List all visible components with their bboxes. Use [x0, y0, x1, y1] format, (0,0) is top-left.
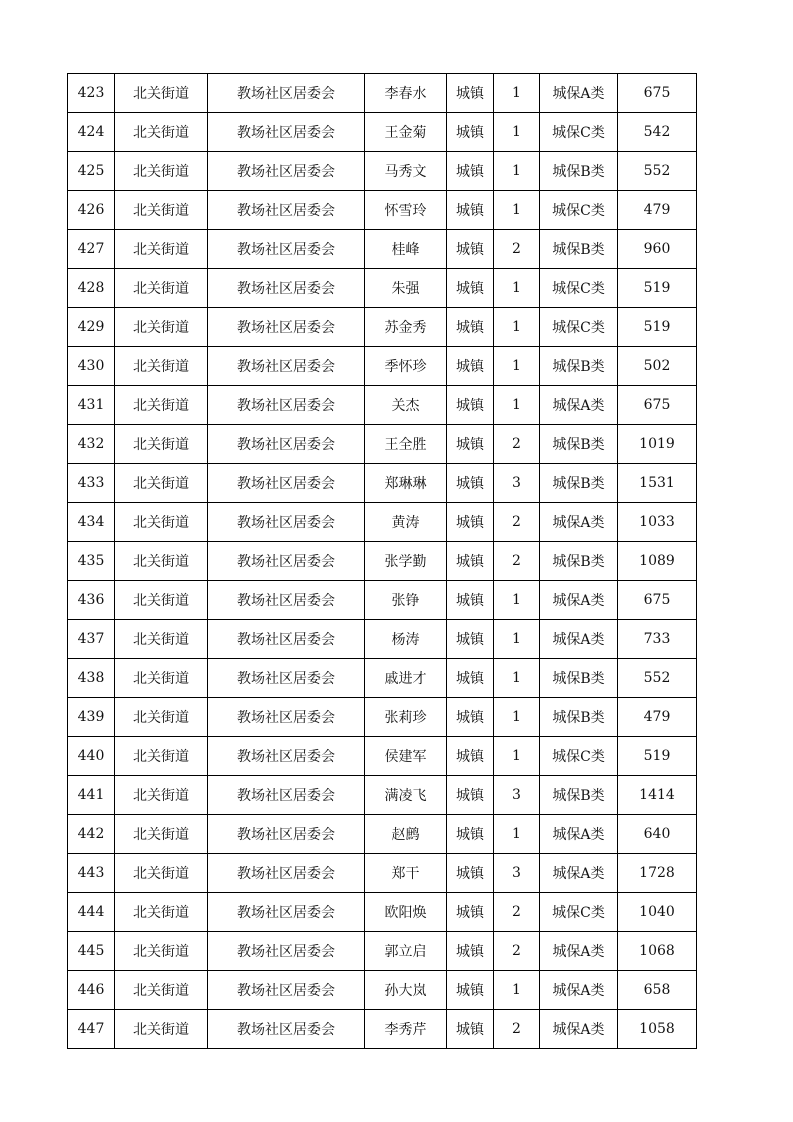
- amount-cell: 542: [618, 113, 697, 152]
- street-cell: 北关街道: [115, 893, 208, 932]
- household-count-cell: 2: [494, 932, 540, 971]
- category-cell: 城保C类: [540, 113, 618, 152]
- row-number-cell: 423: [68, 74, 115, 113]
- area-type-cell: 城镇: [447, 932, 494, 971]
- area-type-cell: 城镇: [447, 581, 494, 620]
- household-count-cell: 3: [494, 776, 540, 815]
- amount-cell: 675: [618, 386, 697, 425]
- category-cell: 城保A类: [540, 386, 618, 425]
- row-number-cell: 428: [68, 269, 115, 308]
- area-type-cell: 城镇: [447, 815, 494, 854]
- category-cell: 城保B类: [540, 542, 618, 581]
- category-cell: 城保A类: [540, 815, 618, 854]
- category-cell: 城保B类: [540, 152, 618, 191]
- committee-cell: 教场社区居委会: [208, 191, 365, 230]
- amount-cell: 1531: [618, 464, 697, 503]
- area-type-cell: 城镇: [447, 113, 494, 152]
- amount-cell: 675: [618, 581, 697, 620]
- amount-cell: 519: [618, 737, 697, 776]
- person-name-cell: 张铮: [365, 581, 447, 620]
- household-count-cell: 1: [494, 620, 540, 659]
- amount-cell: 1040: [618, 893, 697, 932]
- area-type-cell: 城镇: [447, 74, 494, 113]
- amount-cell: 502: [618, 347, 697, 386]
- table-row: [68, 581, 697, 620]
- area-type-cell: 城镇: [447, 776, 494, 815]
- area-type-cell: 城镇: [447, 230, 494, 269]
- amount-cell: 519: [618, 308, 697, 347]
- category-cell: 城保A类: [540, 620, 618, 659]
- area-type-cell: 城镇: [447, 542, 494, 581]
- row-number-cell: 429: [68, 308, 115, 347]
- area-type-cell: 城镇: [447, 152, 494, 191]
- amount-cell: 1728: [618, 854, 697, 893]
- person-name-cell: 马秀文: [365, 152, 447, 191]
- table-row: [68, 152, 697, 191]
- category-cell: 城保B类: [540, 230, 618, 269]
- category-cell: 城保B类: [540, 776, 618, 815]
- committee-cell: 教场社区居委会: [208, 464, 365, 503]
- amount-cell: 658: [618, 971, 697, 1010]
- row-number-cell: 447: [68, 1010, 115, 1049]
- row-number-cell: 439: [68, 698, 115, 737]
- street-cell: 北关街道: [115, 737, 208, 776]
- committee-cell: 教场社区居委会: [208, 1010, 365, 1049]
- committee-cell: 教场社区居委会: [208, 152, 365, 191]
- amount-cell: 675: [618, 74, 697, 113]
- household-count-cell: 2: [494, 425, 540, 464]
- street-cell: 北关街道: [115, 386, 208, 425]
- street-cell: 北关街道: [115, 698, 208, 737]
- person-name-cell: 杨涛: [365, 620, 447, 659]
- household-count-cell: 1: [494, 74, 540, 113]
- table-row: [68, 464, 697, 503]
- category-cell: 城保A类: [540, 854, 618, 893]
- person-name-cell: 侯建军: [365, 737, 447, 776]
- row-number-cell: 435: [68, 542, 115, 581]
- person-name-cell: 桂峰: [365, 230, 447, 269]
- person-name-cell: 郑干: [365, 854, 447, 893]
- committee-cell: 教场社区居委会: [208, 815, 365, 854]
- area-type-cell: 城镇: [447, 503, 494, 542]
- household-count-cell: 2: [494, 1010, 540, 1049]
- table-body: [68, 74, 697, 1049]
- committee-cell: 教场社区居委会: [208, 932, 365, 971]
- category-cell: 城保A类: [540, 971, 618, 1010]
- table-row: [68, 893, 697, 932]
- area-type-cell: 城镇: [447, 971, 494, 1010]
- committee-cell: 教场社区居委会: [208, 308, 365, 347]
- household-count-cell: 1: [494, 971, 540, 1010]
- person-name-cell: 张莉珍: [365, 698, 447, 737]
- area-type-cell: 城镇: [447, 386, 494, 425]
- category-cell: 城保C类: [540, 737, 618, 776]
- category-cell: 城保C类: [540, 893, 618, 932]
- row-number-cell: 446: [68, 971, 115, 1010]
- household-count-cell: 2: [494, 893, 540, 932]
- area-type-cell: 城镇: [447, 698, 494, 737]
- table-row: [68, 347, 697, 386]
- street-cell: 北关街道: [115, 815, 208, 854]
- row-number-cell: 437: [68, 620, 115, 659]
- amount-cell: 552: [618, 152, 697, 191]
- person-name-cell: 李春水: [365, 74, 447, 113]
- category-cell: 城保B类: [540, 347, 618, 386]
- row-number-cell: 424: [68, 113, 115, 152]
- committee-cell: 教场社区居委会: [208, 503, 365, 542]
- street-cell: 北关街道: [115, 425, 208, 464]
- table-row: [68, 620, 697, 659]
- category-cell: 城保B类: [540, 464, 618, 503]
- committee-cell: 教场社区居委会: [208, 854, 365, 893]
- amount-cell: 519: [618, 269, 697, 308]
- committee-cell: 教场社区居委会: [208, 74, 365, 113]
- table-row: [68, 1010, 697, 1049]
- category-cell: 城保A类: [540, 1010, 618, 1049]
- category-cell: 城保B类: [540, 698, 618, 737]
- category-cell: 城保A类: [540, 932, 618, 971]
- table-row: [68, 776, 697, 815]
- street-cell: 北关街道: [115, 620, 208, 659]
- person-name-cell: 朱强: [365, 269, 447, 308]
- category-cell: 城保A类: [540, 581, 618, 620]
- person-name-cell: 李秀芹: [365, 1010, 447, 1049]
- committee-cell: 教场社区居委会: [208, 698, 365, 737]
- household-count-cell: 3: [494, 854, 540, 893]
- committee-cell: 教场社区居委会: [208, 620, 365, 659]
- street-cell: 北关街道: [115, 74, 208, 113]
- amount-cell: 1089: [618, 542, 697, 581]
- row-number-cell: 427: [68, 230, 115, 269]
- committee-cell: 教场社区居委会: [208, 581, 365, 620]
- street-cell: 北关街道: [115, 854, 208, 893]
- row-number-cell: 438: [68, 659, 115, 698]
- row-number-cell: 425: [68, 152, 115, 191]
- person-name-cell: 郭立启: [365, 932, 447, 971]
- area-type-cell: 城镇: [447, 659, 494, 698]
- person-name-cell: 孙大岚: [365, 971, 447, 1010]
- table-row: [68, 854, 697, 893]
- person-name-cell: 赵鹧: [365, 815, 447, 854]
- category-cell: 城保A类: [540, 74, 618, 113]
- household-count-cell: 1: [494, 347, 540, 386]
- table-row: [68, 308, 697, 347]
- person-name-cell: 欧阳焕: [365, 893, 447, 932]
- category-cell: 城保A类: [540, 503, 618, 542]
- amount-cell: 479: [618, 698, 697, 737]
- row-number-cell: 432: [68, 425, 115, 464]
- row-number-cell: 430: [68, 347, 115, 386]
- household-count-cell: 1: [494, 815, 540, 854]
- committee-cell: 教场社区居委会: [208, 425, 365, 464]
- street-cell: 北关街道: [115, 113, 208, 152]
- category-cell: 城保C类: [540, 269, 618, 308]
- area-type-cell: 城镇: [447, 347, 494, 386]
- row-number-cell: 431: [68, 386, 115, 425]
- amount-cell: 960: [618, 230, 697, 269]
- amount-cell: 733: [618, 620, 697, 659]
- street-cell: 北关街道: [115, 191, 208, 230]
- table-row: [68, 542, 697, 581]
- household-count-cell: 1: [494, 698, 540, 737]
- area-type-cell: 城镇: [447, 269, 494, 308]
- street-cell: 北关街道: [115, 308, 208, 347]
- table-row: [68, 815, 697, 854]
- area-type-cell: 城镇: [447, 893, 494, 932]
- household-count-cell: 1: [494, 581, 540, 620]
- household-count-cell: 1: [494, 269, 540, 308]
- row-number-cell: 440: [68, 737, 115, 776]
- table-row: [68, 386, 697, 425]
- table-row: [68, 737, 697, 776]
- committee-cell: 教场社区居委会: [208, 971, 365, 1010]
- amount-cell: 1068: [618, 932, 697, 971]
- amount-cell: 479: [618, 191, 697, 230]
- committee-cell: 教场社区居委会: [208, 113, 365, 152]
- committee-cell: 教场社区居委会: [208, 542, 365, 581]
- area-type-cell: 城镇: [447, 308, 494, 347]
- street-cell: 北关街道: [115, 971, 208, 1010]
- category-cell: 城保C类: [540, 308, 618, 347]
- area-type-cell: 城镇: [447, 191, 494, 230]
- table-row: [68, 74, 697, 113]
- table-container: [67, 73, 697, 1049]
- area-type-cell: 城镇: [447, 854, 494, 893]
- street-cell: 北关街道: [115, 1010, 208, 1049]
- household-count-cell: 1: [494, 308, 540, 347]
- committee-cell: 教场社区居委会: [208, 659, 365, 698]
- row-number-cell: 426: [68, 191, 115, 230]
- table-row: [68, 269, 697, 308]
- street-cell: 北关街道: [115, 152, 208, 191]
- committee-cell: 教场社区居委会: [208, 893, 365, 932]
- street-cell: 北关街道: [115, 776, 208, 815]
- table-row: [68, 425, 697, 464]
- person-name-cell: 戚进才: [365, 659, 447, 698]
- row-number-cell: 445: [68, 932, 115, 971]
- person-name-cell: 黄涛: [365, 503, 447, 542]
- amount-cell: 1058: [618, 1010, 697, 1049]
- subsidy-table: [67, 73, 697, 1049]
- amount-cell: 552: [618, 659, 697, 698]
- area-type-cell: 城镇: [447, 1010, 494, 1049]
- household-count-cell: 1: [494, 113, 540, 152]
- household-count-cell: 1: [494, 191, 540, 230]
- area-type-cell: 城镇: [447, 464, 494, 503]
- person-name-cell: 关杰: [365, 386, 447, 425]
- category-cell: 城保C类: [540, 191, 618, 230]
- area-type-cell: 城镇: [447, 620, 494, 659]
- table-row: [68, 113, 697, 152]
- street-cell: 北关街道: [115, 230, 208, 269]
- household-count-cell: 1: [494, 659, 540, 698]
- household-count-cell: 1: [494, 152, 540, 191]
- street-cell: 北关街道: [115, 581, 208, 620]
- area-type-cell: 城镇: [447, 737, 494, 776]
- row-number-cell: 434: [68, 503, 115, 542]
- amount-cell: 1033: [618, 503, 697, 542]
- table-row: [68, 191, 697, 230]
- household-count-cell: 1: [494, 386, 540, 425]
- table-row: [68, 698, 697, 737]
- person-name-cell: 王全胜: [365, 425, 447, 464]
- person-name-cell: 苏金秀: [365, 308, 447, 347]
- street-cell: 北关街道: [115, 542, 208, 581]
- table-row: [68, 503, 697, 542]
- row-number-cell: 443: [68, 854, 115, 893]
- amount-cell: 1019: [618, 425, 697, 464]
- person-name-cell: 满凌飞: [365, 776, 447, 815]
- row-number-cell: 436: [68, 581, 115, 620]
- person-name-cell: 怀雪玲: [365, 191, 447, 230]
- row-number-cell: 444: [68, 893, 115, 932]
- category-cell: 城保B类: [540, 659, 618, 698]
- household-count-cell: 3: [494, 464, 540, 503]
- table-row: [68, 230, 697, 269]
- row-number-cell: 441: [68, 776, 115, 815]
- street-cell: 北关街道: [115, 269, 208, 308]
- committee-cell: 教场社区居委会: [208, 230, 365, 269]
- amount-cell: 1414: [618, 776, 697, 815]
- person-name-cell: 张学勤: [365, 542, 447, 581]
- person-name-cell: 季怀珍: [365, 347, 447, 386]
- row-number-cell: 442: [68, 815, 115, 854]
- table-row: [68, 659, 697, 698]
- street-cell: 北关街道: [115, 503, 208, 542]
- household-count-cell: 2: [494, 542, 540, 581]
- person-name-cell: 郑琳琳: [365, 464, 447, 503]
- row-number-cell: 433: [68, 464, 115, 503]
- household-count-cell: 2: [494, 503, 540, 542]
- area-type-cell: 城镇: [447, 425, 494, 464]
- committee-cell: 教场社区居委会: [208, 347, 365, 386]
- committee-cell: 教场社区居委会: [208, 386, 365, 425]
- committee-cell: 教场社区居委会: [208, 737, 365, 776]
- household-count-cell: 1: [494, 737, 540, 776]
- street-cell: 北关街道: [115, 659, 208, 698]
- street-cell: 北关街道: [115, 347, 208, 386]
- street-cell: 北关街道: [115, 464, 208, 503]
- amount-cell: 640: [618, 815, 697, 854]
- person-name-cell: 王金菊: [365, 113, 447, 152]
- committee-cell: 教场社区居委会: [208, 776, 365, 815]
- table-row: [68, 971, 697, 1010]
- category-cell: 城保B类: [540, 425, 618, 464]
- table-row: [68, 932, 697, 971]
- committee-cell: 教场社区居委会: [208, 269, 365, 308]
- household-count-cell: 2: [494, 230, 540, 269]
- street-cell: 北关街道: [115, 932, 208, 971]
